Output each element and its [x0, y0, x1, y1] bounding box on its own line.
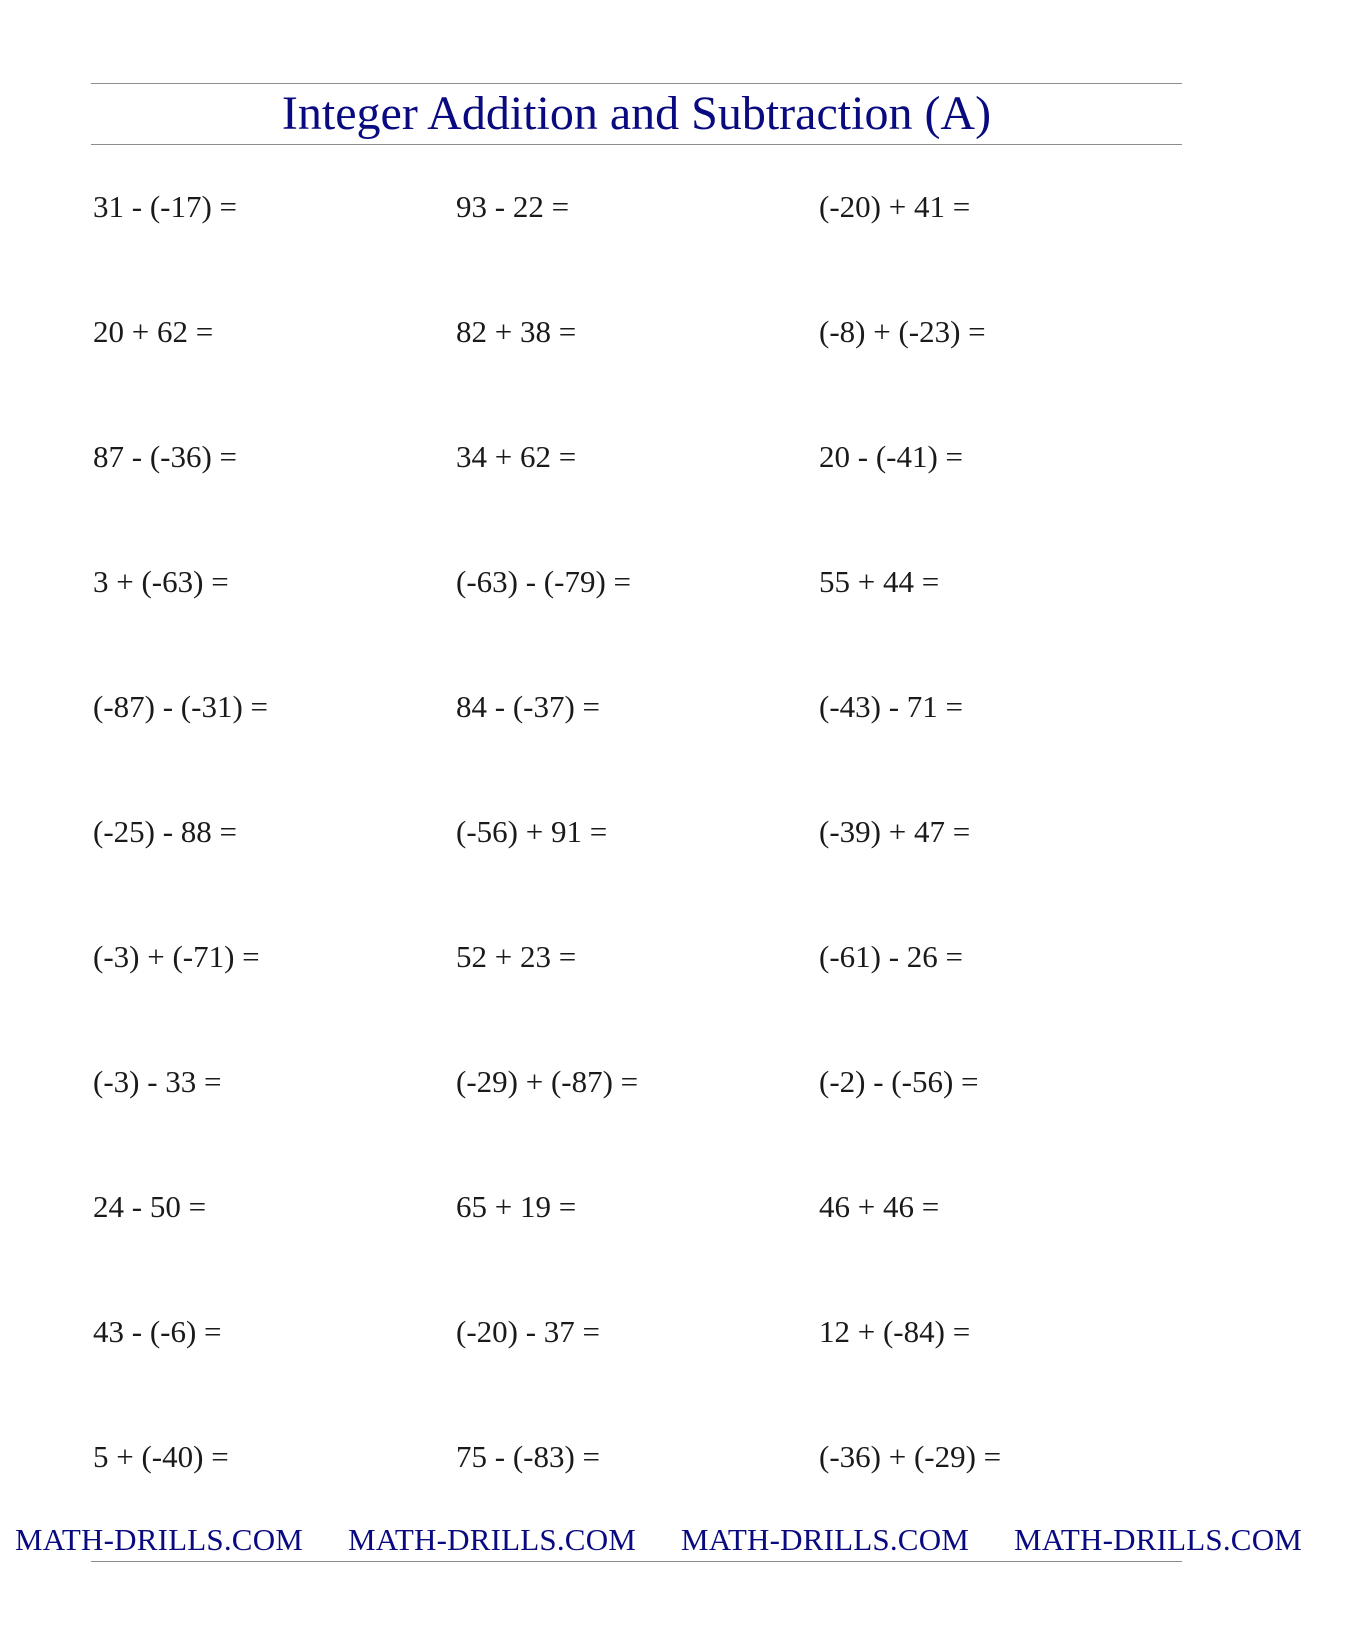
- problem-item: (-20) - 37 =: [456, 1314, 601, 1349]
- problem-item: (-3) + (-71) =: [93, 939, 260, 974]
- problem-item: 82 + 38 =: [456, 314, 577, 349]
- problem-item: 3 + (-63) =: [93, 564, 229, 599]
- problem-item: 84 - (-37) =: [456, 689, 601, 724]
- problem-item: 55 + 44 =: [819, 564, 940, 599]
- problem-item: (-61) - 26 =: [819, 939, 964, 974]
- problem-grid: [93, 187, 1182, 1562]
- problem-item: (-43) - 71 =: [819, 689, 964, 724]
- problem-item: (-20) + 41 =: [819, 189, 971, 224]
- footer-watermark-text: MATH-DRILLS.COM: [348, 1522, 637, 1557]
- worksheet-title: Integer Addition and Subtraction (A): [281, 87, 992, 140]
- problem-item: 5 + (-40) =: [93, 1439, 229, 1474]
- problem-item: 75 - (-83) =: [456, 1439, 601, 1474]
- problem-item: 31 - (-17) =: [93, 189, 238, 224]
- problem-item: (-56) + 91 =: [456, 814, 608, 849]
- problem-item: 87 - (-36) =: [93, 439, 238, 474]
- problem-item: 46 + 46 =: [819, 1189, 940, 1224]
- problem-item: 52 + 23 =: [456, 939, 577, 974]
- footer-watermark-track: [15, 1519, 1347, 1561]
- problem-item: 34 + 62 =: [456, 439, 577, 474]
- problem-item: 12 + (-84) =: [819, 1314, 971, 1349]
- problem-item: (-87) - (-31) =: [93, 689, 268, 724]
- footer-watermark-text: MATH-DRILLS.COM: [15, 1522, 304, 1557]
- problem-item: 65 + 19 =: [456, 1189, 577, 1224]
- problem-item: (-25) - 88 =: [93, 814, 238, 849]
- problem-item: (-29) + (-87) =: [456, 1064, 639, 1099]
- title-bottom-rule: [91, 144, 1182, 145]
- problem-item: (-3) - 33 =: [93, 1064, 222, 1099]
- problem-item: 24 - 50 =: [93, 1189, 207, 1224]
- footer-watermark-text: MATH-DRILLS.COM: [681, 1522, 970, 1557]
- problem-item: 20 - (-41) =: [819, 439, 964, 474]
- problem-item: (-8) + (-23) =: [819, 314, 986, 349]
- problem-item: 93 - 22 =: [456, 189, 570, 224]
- problem-item: 43 - (-6) =: [93, 1314, 222, 1349]
- problem-item: (-63) - (-79) =: [456, 564, 631, 599]
- problem-item: 20 + 62 =: [93, 314, 214, 349]
- problem-item: (-2) - (-56) =: [819, 1064, 979, 1099]
- footer-rule: [91, 1561, 1182, 1562]
- footer-watermark-band: [15, 1519, 1303, 1561]
- problem-item: (-39) + 47 =: [819, 814, 971, 849]
- footer-watermark-text: MATH-DRILLS.COM: [1014, 1522, 1303, 1557]
- problem-item: (-36) + (-29) =: [819, 1439, 1002, 1474]
